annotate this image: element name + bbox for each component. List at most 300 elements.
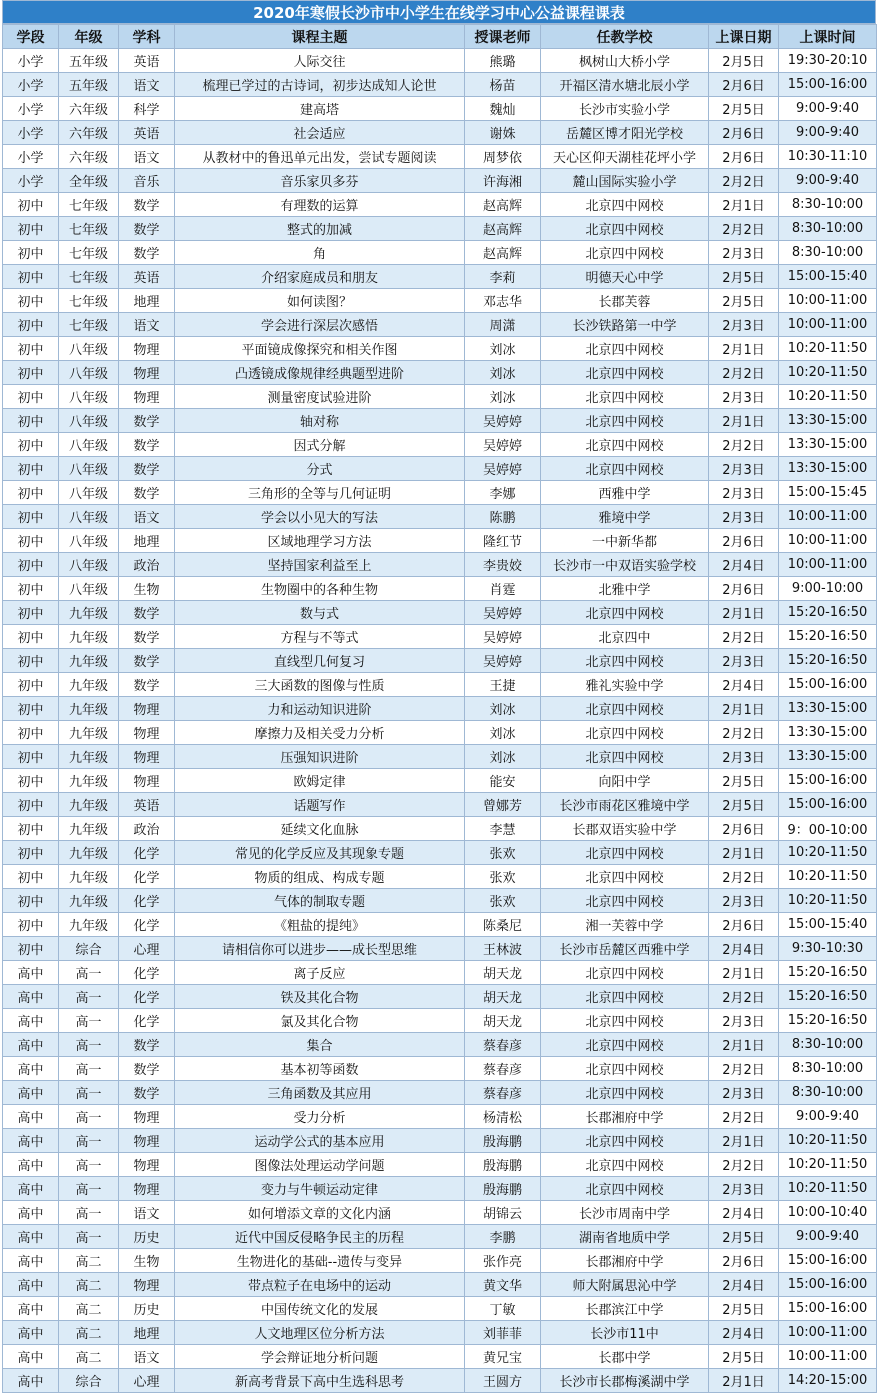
teacher-cell: 杨清松 (465, 1105, 541, 1129)
subject-cell: 化学 (119, 889, 175, 913)
subject-cell: 语文 (119, 1345, 175, 1369)
time-cell: 13:30-15:00 (779, 721, 877, 745)
stage-cell: 高中 (3, 1033, 59, 1057)
grade-cell: 综合 (59, 1369, 119, 1393)
stage-cell: 初中 (3, 721, 59, 745)
topic-cell: 人文地理区位分析方法 (175, 1321, 465, 1345)
grade-cell: 九年级 (59, 889, 119, 913)
subject-cell: 物理 (119, 361, 175, 385)
date-cell: 2月3日 (709, 1081, 779, 1105)
topic-cell: 离子反应 (175, 961, 465, 985)
grade-cell: 八年级 (59, 553, 119, 577)
time-cell: 8:30-10:00 (779, 241, 877, 265)
grade-cell: 七年级 (59, 265, 119, 289)
school-cell: 北京四中网校 (541, 841, 709, 865)
teacher-cell: 魏灿 (465, 97, 541, 121)
teacher-cell: 蔡春彦 (465, 1033, 541, 1057)
grade-cell: 高一 (59, 1225, 119, 1249)
grade-cell: 九年级 (59, 625, 119, 649)
teacher-cell: 隆红节 (465, 529, 541, 553)
grade-cell: 九年级 (59, 793, 119, 817)
subject-cell: 物理 (119, 769, 175, 793)
table-header (3, 25, 877, 49)
date-cell: 2月6日 (709, 121, 779, 145)
table-row (3, 265, 877, 289)
stage-cell: 初中 (3, 913, 59, 937)
date-cell: 2月1日 (709, 337, 779, 361)
stage-cell: 小学 (3, 49, 59, 73)
subject-cell: 物理 (119, 1129, 175, 1153)
grade-cell: 八年级 (59, 577, 119, 601)
subject-cell: 数学 (119, 193, 175, 217)
grade-cell: 七年级 (59, 313, 119, 337)
table-row (3, 1177, 877, 1201)
stage-cell: 高中 (3, 1153, 59, 1177)
teacher-cell: 李慧 (465, 817, 541, 841)
stage-cell: 高中 (3, 1297, 59, 1321)
table-row (3, 673, 877, 697)
school-cell: 北京四中网校 (541, 1009, 709, 1033)
teacher-cell: 张欢 (465, 865, 541, 889)
topic-cell: 数与式 (175, 601, 465, 625)
subject-cell: 语文 (119, 145, 175, 169)
table-row (3, 313, 877, 337)
table-row (3, 1369, 877, 1393)
table-row (3, 841, 877, 865)
time-cell: 15:20-16:50 (779, 961, 877, 985)
header-topic: 课程主题 (175, 25, 465, 49)
teacher-cell: 肖霆 (465, 577, 541, 601)
topic-cell: 近代中国反侵略争民主的历程 (175, 1225, 465, 1249)
grade-cell: 六年级 (59, 97, 119, 121)
grade-cell: 九年级 (59, 721, 119, 745)
subject-cell: 历史 (119, 1297, 175, 1321)
subject-cell: 物理 (119, 1153, 175, 1177)
stage-cell: 初中 (3, 649, 59, 673)
stage-cell: 初中 (3, 457, 59, 481)
stage-cell: 初中 (3, 937, 59, 961)
table-row (3, 865, 877, 889)
school-cell: 长郡芙蓉 (541, 289, 709, 313)
time-cell: 8:30-10:00 (779, 193, 877, 217)
table-row (3, 721, 877, 745)
table-row (3, 937, 877, 961)
table-row (3, 97, 877, 121)
grade-cell: 八年级 (59, 529, 119, 553)
time-cell: 13:30-15:00 (779, 433, 877, 457)
time-cell: 10:20-11:50 (779, 361, 877, 385)
school-cell: 向阳中学 (541, 769, 709, 793)
school-cell: 长郡湘府中学 (541, 1105, 709, 1129)
topic-cell: 变力与牛顿运动定律 (175, 1177, 465, 1201)
stage-cell: 初中 (3, 217, 59, 241)
grade-cell: 九年级 (59, 649, 119, 673)
subject-cell: 英语 (119, 49, 175, 73)
date-cell: 2月4日 (709, 937, 779, 961)
table-row (3, 1081, 877, 1105)
date-cell: 2月2日 (709, 1057, 779, 1081)
school-cell: 北京四中网校 (541, 1081, 709, 1105)
grade-cell: 八年级 (59, 337, 119, 361)
date-cell: 2月3日 (709, 241, 779, 265)
teacher-cell: 刘菲菲 (465, 1321, 541, 1345)
topic-cell: 集合 (175, 1033, 465, 1057)
header-date: 上课日期 (709, 25, 779, 49)
time-cell: 10:00-11:00 (779, 553, 877, 577)
table-row (3, 601, 877, 625)
date-cell: 2月3日 (709, 1009, 779, 1033)
school-cell: 北京四中网校 (541, 433, 709, 457)
date-cell: 2月3日 (709, 745, 779, 769)
table-row (3, 241, 877, 265)
stage-cell: 初中 (3, 313, 59, 337)
table-row (3, 1057, 877, 1081)
teacher-cell: 李贵姣 (465, 553, 541, 577)
school-cell: 开福区清水塘北辰小学 (541, 73, 709, 97)
time-cell: 10:00-11:00 (779, 505, 877, 529)
table-row (3, 193, 877, 217)
date-cell: 2月2日 (709, 1105, 779, 1129)
subject-cell: 化学 (119, 1009, 175, 1033)
subject-cell: 化学 (119, 985, 175, 1009)
subject-cell: 化学 (119, 865, 175, 889)
school-cell: 麓山国际实验小学 (541, 169, 709, 193)
table-row (3, 505, 877, 529)
teacher-cell: 李娜 (465, 481, 541, 505)
table-row (3, 961, 877, 985)
time-cell: 8:30-10:00 (779, 1057, 877, 1081)
teacher-cell: 刘冰 (465, 361, 541, 385)
stage-cell: 高中 (3, 1081, 59, 1105)
stage-cell: 初中 (3, 193, 59, 217)
date-cell: 2月4日 (709, 1321, 779, 1345)
teacher-cell: 蔡春彦 (465, 1081, 541, 1105)
school-cell: 北京四中网校 (541, 601, 709, 625)
school-cell: 长郡中学 (541, 1345, 709, 1369)
school-cell: 北京四中网校 (541, 193, 709, 217)
time-cell: 15:00-16:00 (779, 1297, 877, 1321)
subject-cell: 化学 (119, 961, 175, 985)
table-row (3, 553, 877, 577)
subject-cell: 物理 (119, 385, 175, 409)
date-cell: 2月3日 (709, 1177, 779, 1201)
stage-cell: 初中 (3, 385, 59, 409)
table-row (3, 121, 877, 145)
stage-cell: 初中 (3, 601, 59, 625)
teacher-cell: 吴婷婷 (465, 625, 541, 649)
date-cell: 2月5日 (709, 289, 779, 313)
table-row (3, 1297, 877, 1321)
topic-cell: 方程与不等式 (175, 625, 465, 649)
date-cell: 2月3日 (709, 481, 779, 505)
subject-cell: 物理 (119, 697, 175, 721)
table-row (3, 889, 877, 913)
teacher-cell: 王圆方 (465, 1369, 541, 1393)
teacher-cell: 殷海鹏 (465, 1153, 541, 1177)
time-cell: 15:00-16:00 (779, 1249, 877, 1273)
date-cell: 2月2日 (709, 1153, 779, 1177)
school-cell: 雅礼实验中学 (541, 673, 709, 697)
topic-cell: 分式 (175, 457, 465, 481)
table-row (3, 73, 877, 97)
table-body (3, 49, 877, 1393)
time-cell: 10:20-11:50 (779, 1129, 877, 1153)
teacher-cell: 张欢 (465, 889, 541, 913)
stage-cell: 高中 (3, 1321, 59, 1345)
subject-cell: 数学 (119, 601, 175, 625)
subject-cell: 音乐 (119, 169, 175, 193)
school-cell: 长郡双语实验中学 (541, 817, 709, 841)
teacher-cell: 刘冰 (465, 745, 541, 769)
subject-cell: 数学 (119, 481, 175, 505)
date-cell: 2月3日 (709, 505, 779, 529)
grade-cell: 九年级 (59, 817, 119, 841)
topic-cell: 学会辩证地分析问题 (175, 1345, 465, 1369)
table-row (3, 745, 877, 769)
topic-cell: 气体的制取专题 (175, 889, 465, 913)
subject-cell: 心理 (119, 937, 175, 961)
topic-cell: 测量密度试验进阶 (175, 385, 465, 409)
time-cell: 10:20-11:50 (779, 865, 877, 889)
date-cell: 2月2日 (709, 721, 779, 745)
time-cell: 10:00-10:40 (779, 1201, 877, 1225)
grade-cell: 七年级 (59, 193, 119, 217)
stage-cell: 初中 (3, 697, 59, 721)
subject-cell: 数学 (119, 1081, 175, 1105)
teacher-cell: 殷海鹏 (465, 1177, 541, 1201)
stage-cell: 高中 (3, 1201, 59, 1225)
stage-cell: 初中 (3, 793, 59, 817)
date-cell: 2月6日 (709, 1249, 779, 1273)
school-cell: 北京四中网校 (541, 1177, 709, 1201)
teacher-cell: 黄兄宝 (465, 1345, 541, 1369)
topic-cell: 梳理已学过的古诗词，初步达成知人论世 (175, 73, 465, 97)
school-cell: 北京四中网校 (541, 1033, 709, 1057)
table-row (3, 529, 877, 553)
teacher-cell: 李莉 (465, 265, 541, 289)
grade-cell: 五年级 (59, 49, 119, 73)
table-row (3, 577, 877, 601)
date-cell: 2月6日 (709, 913, 779, 937)
stage-cell: 初中 (3, 553, 59, 577)
school-cell: 长沙市一中双语实验学校 (541, 553, 709, 577)
topic-cell: 平面镜成像探究和相关作图 (175, 337, 465, 361)
stage-cell: 高中 (3, 1105, 59, 1129)
school-cell: 一中新华都 (541, 529, 709, 553)
stage-cell: 初中 (3, 769, 59, 793)
time-cell: 15:20-16:50 (779, 985, 877, 1009)
stage-cell: 高中 (3, 1057, 59, 1081)
subject-cell: 数学 (119, 673, 175, 697)
topic-cell: 基本初等函数 (175, 1057, 465, 1081)
time-cell: 15:20-16:50 (779, 1009, 877, 1033)
table-row (3, 1033, 877, 1057)
topic-cell: 音乐家贝多芬 (175, 169, 465, 193)
time-cell: 9:00-10:00 (779, 577, 877, 601)
time-cell: 13:30-15:00 (779, 457, 877, 481)
header-subject: 学科 (119, 25, 175, 49)
table-row (3, 793, 877, 817)
teacher-cell: 刘冰 (465, 337, 541, 361)
date-cell: 2月6日 (709, 145, 779, 169)
subject-cell: 语文 (119, 1201, 175, 1225)
table-row (3, 985, 877, 1009)
date-cell: 2月6日 (709, 577, 779, 601)
time-cell: 13:30-15:00 (779, 745, 877, 769)
time-cell: 10:00-11:00 (779, 1321, 877, 1345)
school-cell: 长沙市实验小学 (541, 97, 709, 121)
teacher-cell: 张作亮 (465, 1249, 541, 1273)
topic-cell: 力和运动知识进阶 (175, 697, 465, 721)
table-row (3, 169, 877, 193)
time-cell: 10:20-11:50 (779, 337, 877, 361)
stage-cell: 小学 (3, 145, 59, 169)
topic-cell: 凸透镜成像规律经典题型进阶 (175, 361, 465, 385)
grade-cell: 九年级 (59, 697, 119, 721)
time-cell: 10:00-11:00 (779, 313, 877, 337)
topic-cell: 氯及其化合物 (175, 1009, 465, 1033)
teacher-cell: 邓志华 (465, 289, 541, 313)
topic-cell: 有理数的运算 (175, 193, 465, 217)
grade-cell: 六年级 (59, 145, 119, 169)
date-cell: 2月1日 (709, 601, 779, 625)
stage-cell: 高中 (3, 1177, 59, 1201)
teacher-cell: 张欢 (465, 841, 541, 865)
topic-cell: 请相信你可以进步——成长型思维 (175, 937, 465, 961)
time-cell: 15:00-16:00 (779, 769, 877, 793)
date-cell: 2月4日 (709, 553, 779, 577)
topic-cell: 三角形的全等与几何证明 (175, 481, 465, 505)
school-cell: 湘一芙蓉中学 (541, 913, 709, 937)
teacher-cell: 胡天龙 (465, 961, 541, 985)
grade-cell: 九年级 (59, 745, 119, 769)
grade-cell: 九年级 (59, 769, 119, 793)
grade-cell: 五年级 (59, 73, 119, 97)
course-table (2, 24, 877, 1393)
teacher-cell: 许海湘 (465, 169, 541, 193)
grade-cell: 高一 (59, 1057, 119, 1081)
school-cell: 北京四中网校 (541, 961, 709, 985)
stage-cell: 高中 (3, 1225, 59, 1249)
topic-cell: 新高考背景下高中生选科思考 (175, 1369, 465, 1393)
date-cell: 2月5日 (709, 1297, 779, 1321)
topic-cell: 如何增添文章的文化内涵 (175, 1201, 465, 1225)
grade-cell: 高一 (59, 1105, 119, 1129)
school-cell: 雅境中学 (541, 505, 709, 529)
time-cell: 10:20-11:50 (779, 1177, 877, 1201)
stage-cell: 初中 (3, 577, 59, 601)
teacher-cell: 蔡春彦 (465, 1057, 541, 1081)
topic-cell: 铁及其化合物 (175, 985, 465, 1009)
school-cell: 北京四中网校 (541, 337, 709, 361)
date-cell: 2月1日 (709, 1369, 779, 1393)
subject-cell: 科学 (119, 97, 175, 121)
teacher-cell: 赵高辉 (465, 217, 541, 241)
date-cell: 2月5日 (709, 1225, 779, 1249)
table-row (3, 49, 877, 73)
date-cell: 2月2日 (709, 361, 779, 385)
stage-cell: 高中 (3, 1273, 59, 1297)
header-row (3, 25, 877, 49)
topic-cell: 受力分析 (175, 1105, 465, 1129)
subject-cell: 物理 (119, 1105, 175, 1129)
time-cell: 19:30-20:10 (779, 49, 877, 73)
date-cell: 2月1日 (709, 1033, 779, 1057)
time-cell: 9:00-9:40 (779, 169, 877, 193)
teacher-cell: 王林波 (465, 937, 541, 961)
grade-cell: 高一 (59, 1081, 119, 1105)
teacher-cell: 吴婷婷 (465, 409, 541, 433)
teacher-cell: 陈鹏 (465, 505, 541, 529)
date-cell: 2月2日 (709, 625, 779, 649)
teacher-cell: 黄文华 (465, 1273, 541, 1297)
topic-cell: 物质的组成、构成专题 (175, 865, 465, 889)
stage-cell: 初中 (3, 745, 59, 769)
topic-cell: 介绍家庭成员和朋友 (175, 265, 465, 289)
subject-cell: 语文 (119, 73, 175, 97)
school-cell: 北雅中学 (541, 577, 709, 601)
time-cell: 10:00-11:00 (779, 289, 877, 313)
date-cell: 2月2日 (709, 865, 779, 889)
school-cell: 师大附属思沁中学 (541, 1273, 709, 1297)
grade-cell: 高一 (59, 1129, 119, 1153)
subject-cell: 物理 (119, 721, 175, 745)
grade-cell: 高一 (59, 985, 119, 1009)
teacher-cell: 吴婷婷 (465, 433, 541, 457)
subject-cell: 化学 (119, 841, 175, 865)
date-cell: 2月1日 (709, 193, 779, 217)
date-cell: 2月3日 (709, 385, 779, 409)
school-cell: 北京四中网校 (541, 241, 709, 265)
time-cell: 15:00-15:40 (779, 913, 877, 937)
stage-cell: 初中 (3, 337, 59, 361)
school-cell: 长沙市雨花区雅境中学 (541, 793, 709, 817)
teacher-cell: 王捷 (465, 673, 541, 697)
topic-cell: 延续文化血脉 (175, 817, 465, 841)
teacher-cell: 周梦依 (465, 145, 541, 169)
table-row (3, 337, 877, 361)
grade-cell: 高二 (59, 1297, 119, 1321)
table-title: 2020年寒假长沙市中小学生在线学习中心公益课程课表 (2, 0, 876, 24)
grade-cell: 九年级 (59, 841, 119, 865)
topic-cell: 如何读图？ (175, 289, 465, 313)
table-row (3, 913, 877, 937)
time-cell: 8:30-10:00 (779, 1033, 877, 1057)
subject-cell: 物理 (119, 745, 175, 769)
subject-cell: 心理 (119, 1369, 175, 1393)
date-cell: 2月2日 (709, 985, 779, 1009)
topic-cell: 生物进化的基础--遗传与变异 (175, 1249, 465, 1273)
stage-cell: 初中 (3, 409, 59, 433)
teacher-cell: 胡锦云 (465, 1201, 541, 1225)
time-cell: 10:20-11:50 (779, 889, 877, 913)
grade-cell: 九年级 (59, 913, 119, 937)
table-row (3, 697, 877, 721)
subject-cell: 政治 (119, 817, 175, 841)
time-cell: 13:30-15:00 (779, 409, 877, 433)
teacher-cell: 李鹏 (465, 1225, 541, 1249)
grade-cell: 八年级 (59, 433, 119, 457)
grade-cell: 高一 (59, 961, 119, 985)
stage-cell: 初中 (3, 529, 59, 553)
date-cell: 2月3日 (709, 889, 779, 913)
time-cell: 9：00-10:00 (779, 817, 877, 841)
table-row (3, 625, 877, 649)
table-row (3, 457, 877, 481)
school-cell: 北京四中网校 (541, 721, 709, 745)
topic-cell: 欧姆定律 (175, 769, 465, 793)
stage-cell: 初中 (3, 265, 59, 289)
